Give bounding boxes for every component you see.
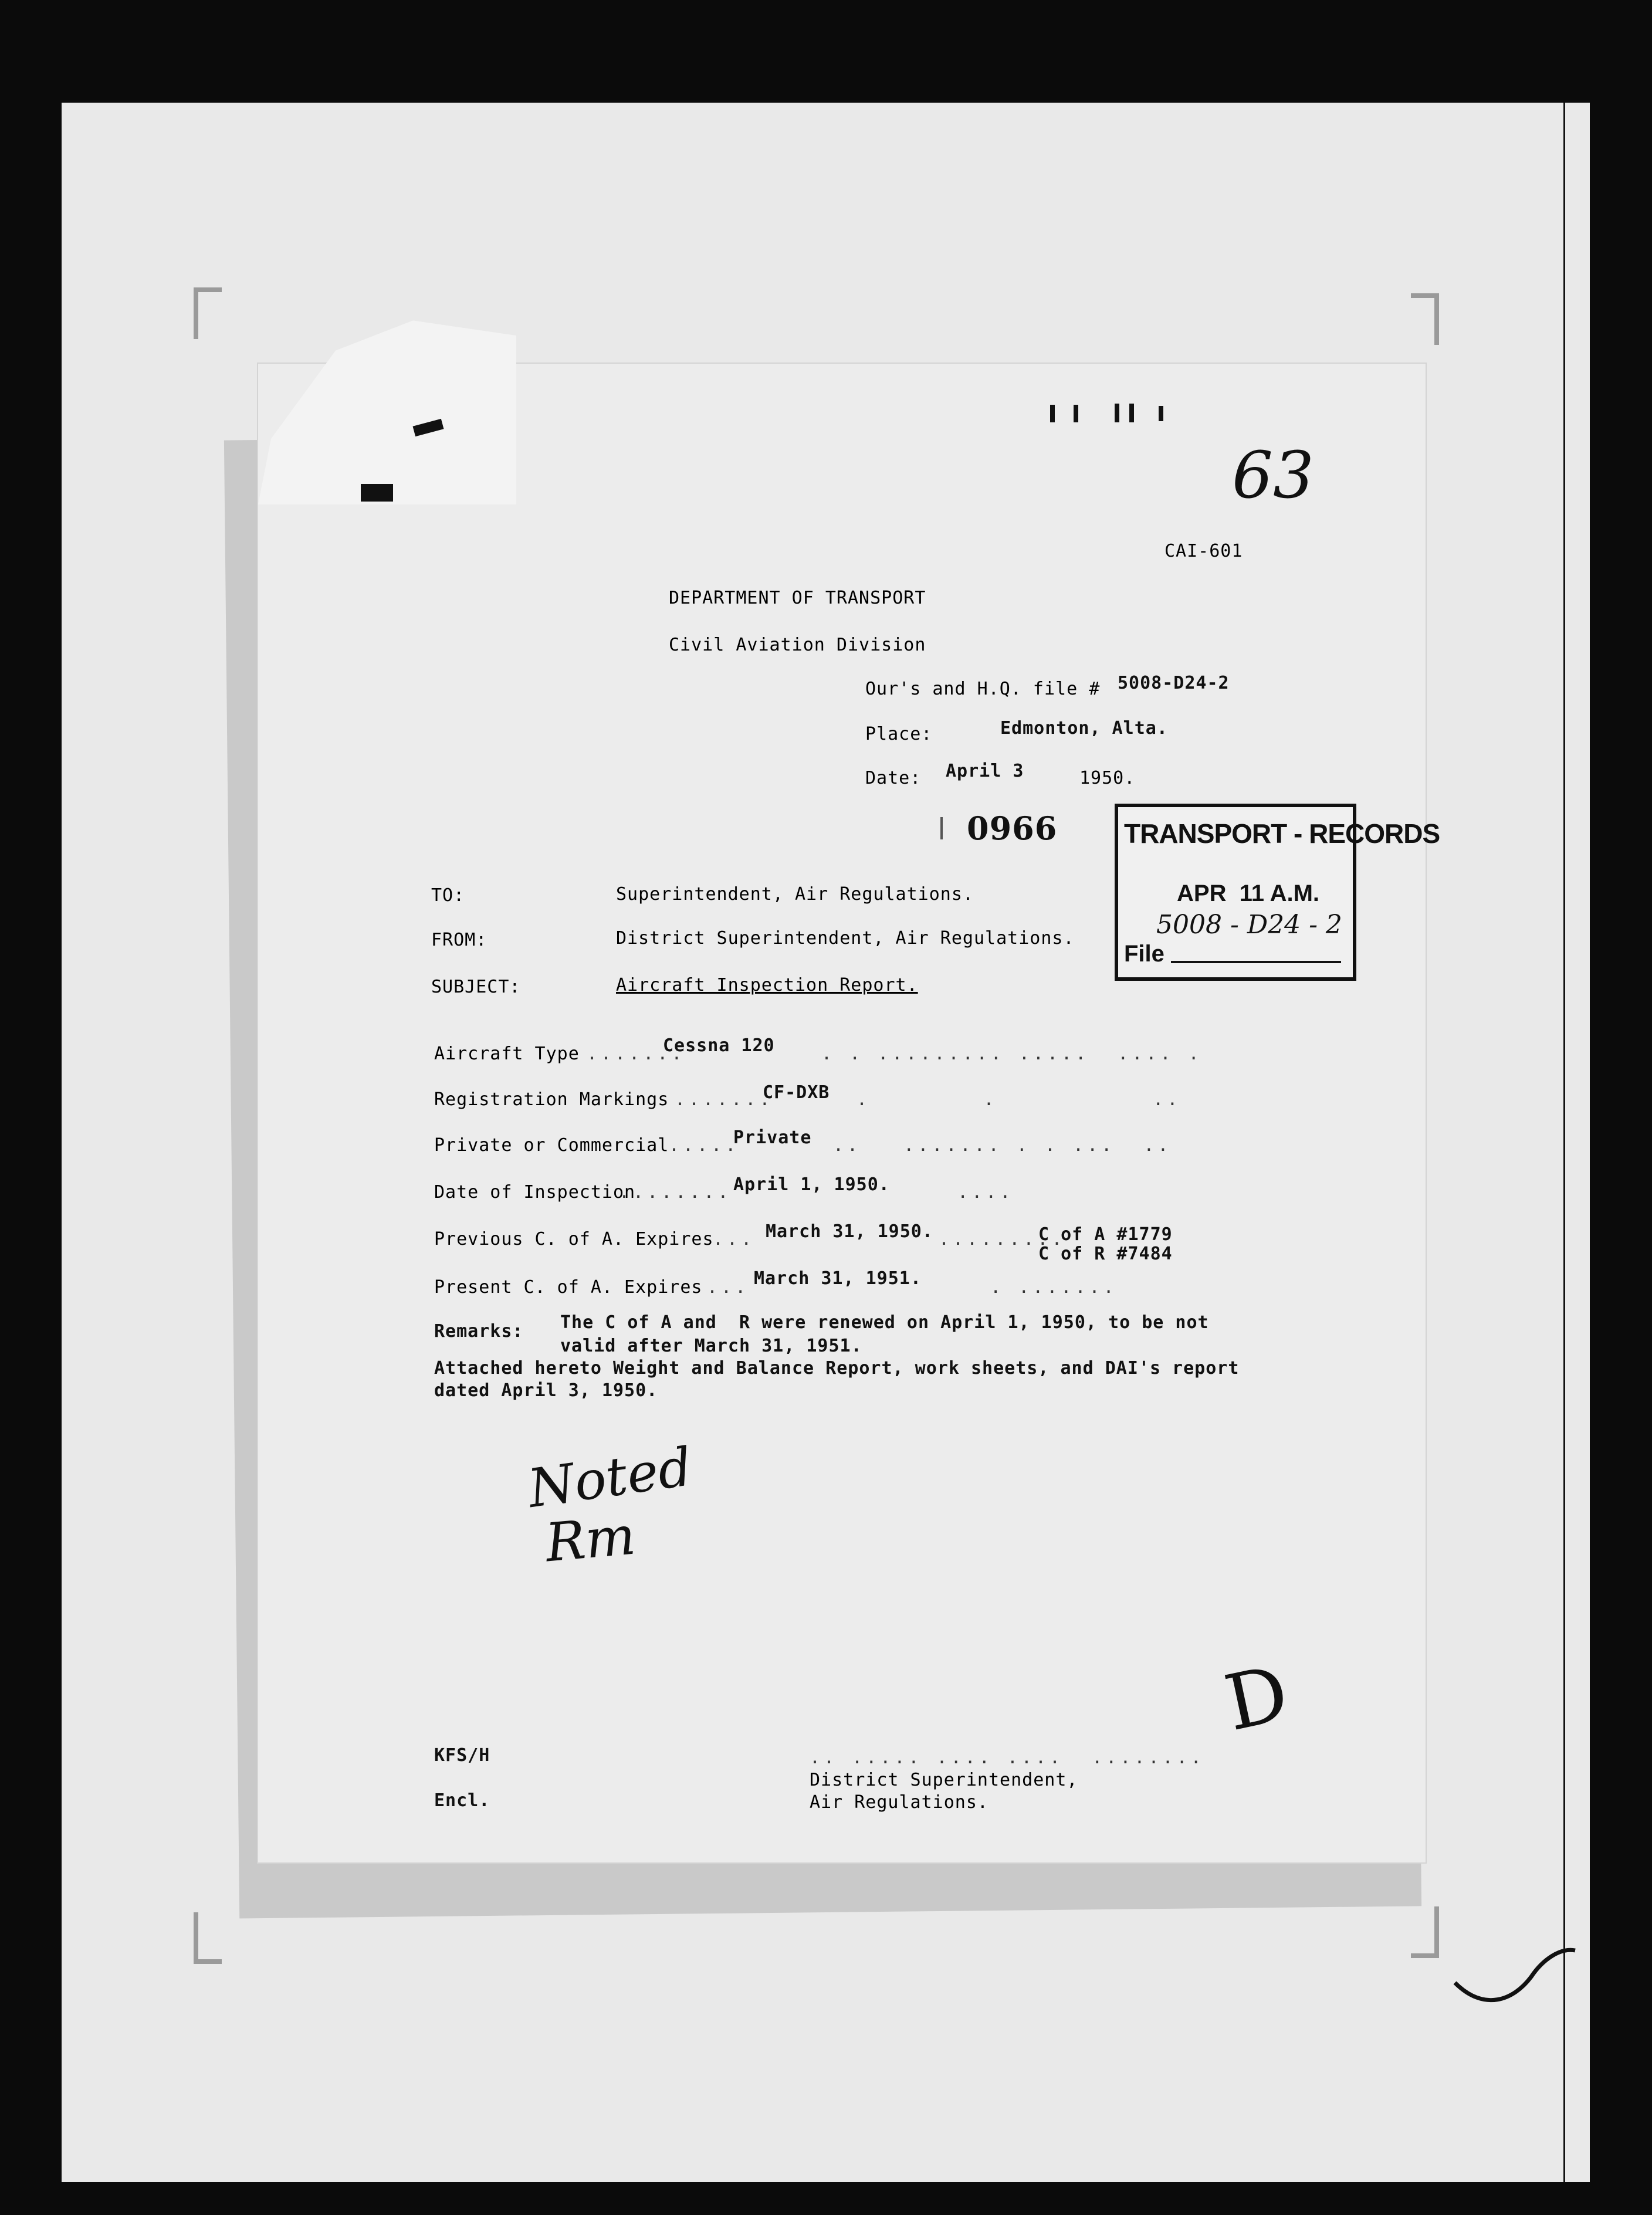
file-number: 5008-D24-2	[1118, 673, 1230, 693]
signature-line: .. ..... .... .... ........	[810, 1747, 1205, 1768]
tick-mark	[940, 817, 943, 839]
stamp-file-line	[1171, 961, 1341, 963]
damage-mark	[361, 484, 393, 502]
field-label-date-inspection: Date of Inspection	[434, 1182, 636, 1203]
handwritten-noted: Noted	[524, 1436, 696, 1520]
remarks-line: valid after March 31, 1951.	[560, 1336, 862, 1356]
stamp-date: APR 11 A.M.	[1177, 880, 1320, 906]
from-value: District Superintendent, Air Regulations.	[616, 928, 1075, 949]
field-value-registration: CF-DXB	[763, 1082, 830, 1103]
leader-dots: ...	[713, 1229, 756, 1249]
field-label-registration: Registration Markings	[434, 1089, 669, 1110]
crop-mark-bottom-right	[1411, 1906, 1439, 1958]
stamp-file-handwritten: 5008 - D24 - 2	[1156, 910, 1342, 940]
remarks-label: Remarks:	[434, 1321, 524, 1342]
signature-title: District Superintendent,	[810, 1770, 1078, 1790]
transport-records-stamp	[1115, 804, 1440, 981]
punch-mark	[1129, 404, 1134, 422]
to-value: Superintendent, Air Regulations.	[616, 884, 974, 905]
date-value: April 3	[946, 761, 1024, 781]
place-label: Place:	[865, 724, 933, 744]
remarks-line: The C of A and R were renewed on April 1, 1950, to be not	[560, 1312, 1209, 1333]
field-value-present-expiry: March 31, 1951.	[754, 1268, 922, 1289]
reference-number: 0966	[967, 810, 1058, 847]
leader-dots: .....	[669, 1135, 740, 1156]
to-label: TO:	[431, 885, 465, 906]
leader-dots: . . ......... ..... .... .	[821, 1044, 1203, 1064]
leader-dots: ........	[619, 1182, 732, 1203]
leader-dots: . .......	[962, 1277, 1118, 1298]
leader-dots: . . ..	[857, 1089, 1182, 1110]
remarks-line: Attached hereto Weight and Balance Report, work sheets, and DAI's report	[434, 1358, 1240, 1379]
field-label-previous-expiry: Previous C. of A. Expires	[434, 1229, 714, 1249]
handwritten-initials: Rm	[543, 1505, 638, 1574]
date-year: 1950.	[1079, 768, 1136, 788]
typist-initials: KFS/H	[434, 1745, 490, 1766]
enclosure-note: Encl.	[434, 1790, 490, 1811]
place-value: Edmonton, Alta.	[1000, 718, 1168, 739]
leader-dots: .......	[587, 1044, 686, 1064]
punch-mark	[1050, 405, 1055, 422]
c-of-a-number: C of A #1779	[1038, 1224, 1173, 1245]
file-label: Our's and H.Q. file #	[865, 679, 1101, 699]
field-label-present-expiry: Present C. of A. Expires	[434, 1277, 703, 1298]
handwritten-d-mark: D	[1217, 1648, 1296, 1749]
signature-title: Air Regulations.	[810, 1792, 989, 1813]
stamp-file-label: File	[1124, 941, 1164, 967]
division-heading: Civil Aviation Division	[669, 635, 926, 655]
field-label-aircraft-type: Aircraft Type	[434, 1044, 580, 1064]
department-heading: DEPARTMENT OF TRANSPORT	[669, 588, 926, 608]
field-value-private-commercial: Private	[733, 1127, 812, 1148]
board-edge-line	[1563, 103, 1565, 2182]
pen-scribble	[1449, 1930, 1578, 2012]
leader-dots: ....	[915, 1182, 1014, 1203]
crop-mark-bottom-left	[194, 1912, 222, 1964]
field-value-previous-expiry: March 31, 1950.	[766, 1221, 933, 1242]
subject-label: SUBJECT:	[431, 977, 521, 997]
subject-value: Aircraft Inspection Report.	[616, 975, 918, 995]
field-label-private-commercial: Private or Commercial	[434, 1135, 669, 1156]
crop-mark-top-right	[1411, 293, 1439, 345]
from-label: FROM:	[431, 930, 488, 950]
date-label: Date:	[865, 768, 922, 788]
c-of-r-number: C of R #7484	[1038, 1244, 1173, 1264]
form-code: CAI-601	[1164, 541, 1243, 561]
leader-dots: .........	[939, 1229, 1066, 1249]
page-number: 63	[1232, 438, 1314, 513]
leader-dots: .......	[675, 1089, 774, 1110]
leader-dots: ...	[707, 1277, 750, 1298]
crop-mark-top-left	[194, 287, 222, 339]
stamp-title: TRANSPORT - RECORDS	[1124, 818, 1440, 849]
remarks-line: dated April 3, 1950.	[434, 1380, 658, 1401]
punch-mark	[1159, 406, 1163, 421]
field-value-date-inspection: April 1, 1950.	[733, 1174, 890, 1195]
punch-mark	[1115, 404, 1119, 422]
leader-dots: .. ....... . . ... ..	[833, 1135, 1172, 1156]
field-value-aircraft-type: Cessna 120	[663, 1035, 775, 1056]
punch-mark	[1074, 405, 1078, 422]
